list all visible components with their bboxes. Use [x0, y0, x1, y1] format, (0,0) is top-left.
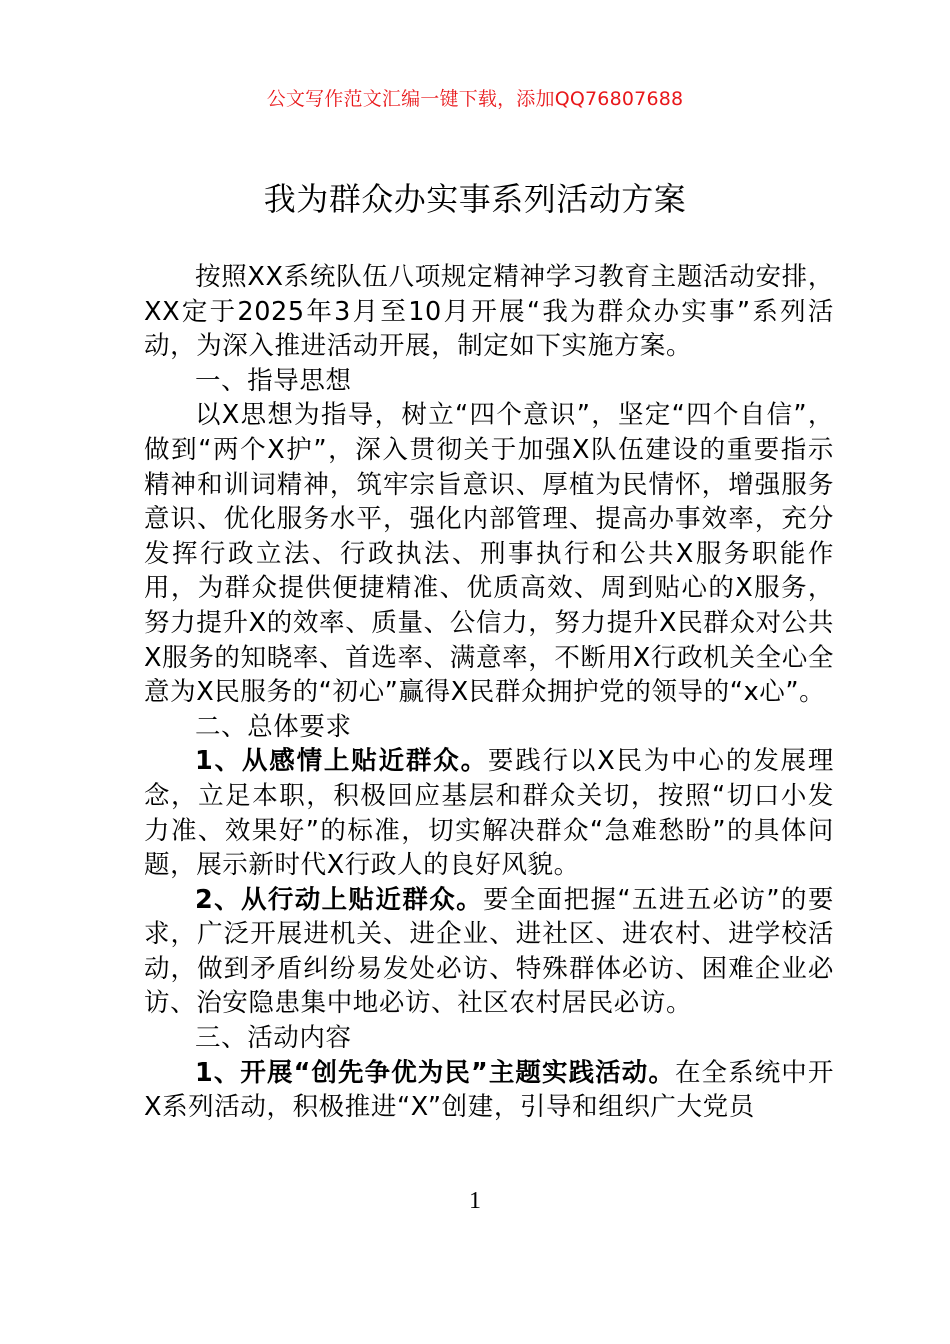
- section-heading-activity-content: 三、活动内容: [195, 1023, 352, 1054]
- watermark-banner: 公文写作范文汇编一键下载，添加QQ76807688: [266, 88, 684, 110]
- guiding-ideology-paragraph: 以X思想为指导，树立“四个意识”，坚定“四个自信”，做到“两个X护”，深入贯彻关于加强X队伍建设的重要指示精神和训词精神，筑牢宗旨意识、厚植为民情怀，增强服务意识、优化服务水平，强化内部管理、提高办事效率，充分发挥行政立法、行政执法、刑事执行和公共X服务职能作用，为群众提供便捷精准、优质高效、周到贴心的X服务，努力提升X的效率、质量、公信力，努力提升X民群众对公共X服务的知晓率、首选率、满意率，不断用X行政机关全心全意为X民服务的“初心”赢得X民群众拥护党的领导的“x心”。: [144, 400, 834, 708]
- requirement-2-lead: 2、从行动上贴近群众。: [195, 884, 483, 915]
- document-title: 我为群众办实事系列活动方案: [263, 180, 687, 218]
- requirement-1-paragraph: [144, 744, 834, 882]
- section-heading-overall-requirements: 二、总体要求: [195, 711, 352, 742]
- requirement-2-paragraph: [144, 883, 834, 1021]
- requirement-1-lead: 1、从感情上贴近群众。: [195, 746, 488, 777]
- activity-1-lead: 1、开展“创先争优为民”主题实践活动。: [195, 1057, 675, 1088]
- requirement-1-text: 要践行以X民为中心的发展理念，立足本职，积极回应基层和群众关切，按照“切口小发力准、效果好”的标准，切实解决群众“急难愁盼”的具体问题，展示新时代X行政人的良好风貌。: [144, 746, 834, 881]
- section-heading-guiding-ideology: 一、指导思想: [195, 365, 352, 396]
- activity-1-paragraph: [144, 1056, 834, 1125]
- activity-1-text: 在全系统中开X系列活动，积极推进“X”创建，引导和组织广大党员: [144, 1057, 834, 1123]
- page-number: 1: [469, 1188, 481, 1214]
- document-body: [144, 260, 834, 1125]
- intro-paragraph: 按照XX系统队伍八项规定精神学习教育主题活动安排，XX定于2025年3月至10月开展“我为群众办实事”系列活动，为深入推进活动开展，制定如下实施方案。: [144, 262, 834, 362]
- requirement-2-text: 要全面把握“五进五必访”的要求，广泛开展进机关、进企业、进社区、进农村、进学校活动，做到矛盾纠纷易发处必访、特殊群体必访、困难企业必访、治安隐患集中地必访、社区农村居民必访。: [144, 884, 835, 1019]
